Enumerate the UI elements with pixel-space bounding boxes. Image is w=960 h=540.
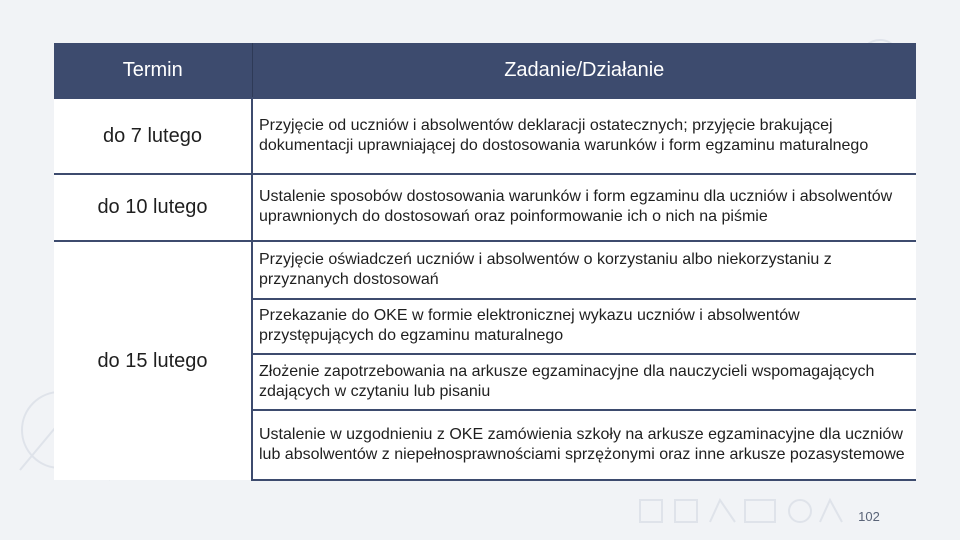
table-row	[54, 241, 916, 299]
header-row	[54, 43, 916, 98]
term-cell: do 7 lutego	[54, 98, 252, 174]
task-cell: Przyjęcie oświadczeń uczniów i absolwentów o korzystaniu albo niekorzystaniu z przyznanych dostosowań	[252, 241, 916, 299]
task-cell: Złożenie zapotrzebowania na arkusze egzaminacyjne dla nauczycieli wspomagających zdających w czytaniu lub pisaniu	[252, 354, 916, 410]
column-header-termin: Termin	[54, 43, 252, 98]
table-row	[54, 174, 916, 241]
schedule-table	[54, 43, 916, 481]
term-cell: do 15 lutego	[54, 241, 252, 480]
task-cell: Ustalenie w uzgodnieniu z OKE zamówienia szkoły na arkusze egzaminacyjne dla uczniów lub absolwentów z niepełnosprawnościami sprzężonymi oraz inne arkusze pozasystemowe	[252, 410, 916, 480]
column-header-zadanie: Zadanie/Działanie	[252, 43, 916, 98]
table-row	[54, 98, 916, 174]
task-cell: Przekazanie do OKE w formie elektronicznej wykazu uczniów i absolwentów przystępujących do egzaminu maturalnego	[252, 299, 916, 354]
task-cell: Ustalenie sposobów dostosowania warunków i form egzaminu dla uczniów i absolwentów uprawnionych do dostosowań oraz poinformowanie ich o nich na piśmie	[252, 174, 916, 241]
page-number: 102	[858, 509, 880, 524]
task-cell: Przyjęcie od uczniów i absolwentów deklaracji ostatecznych; przyjęcie brakującej dokumentacji uprawniającej do dostosowania warunków i form egzaminu maturalnego	[252, 98, 916, 174]
term-cell: do 10 lutego	[54, 174, 252, 241]
